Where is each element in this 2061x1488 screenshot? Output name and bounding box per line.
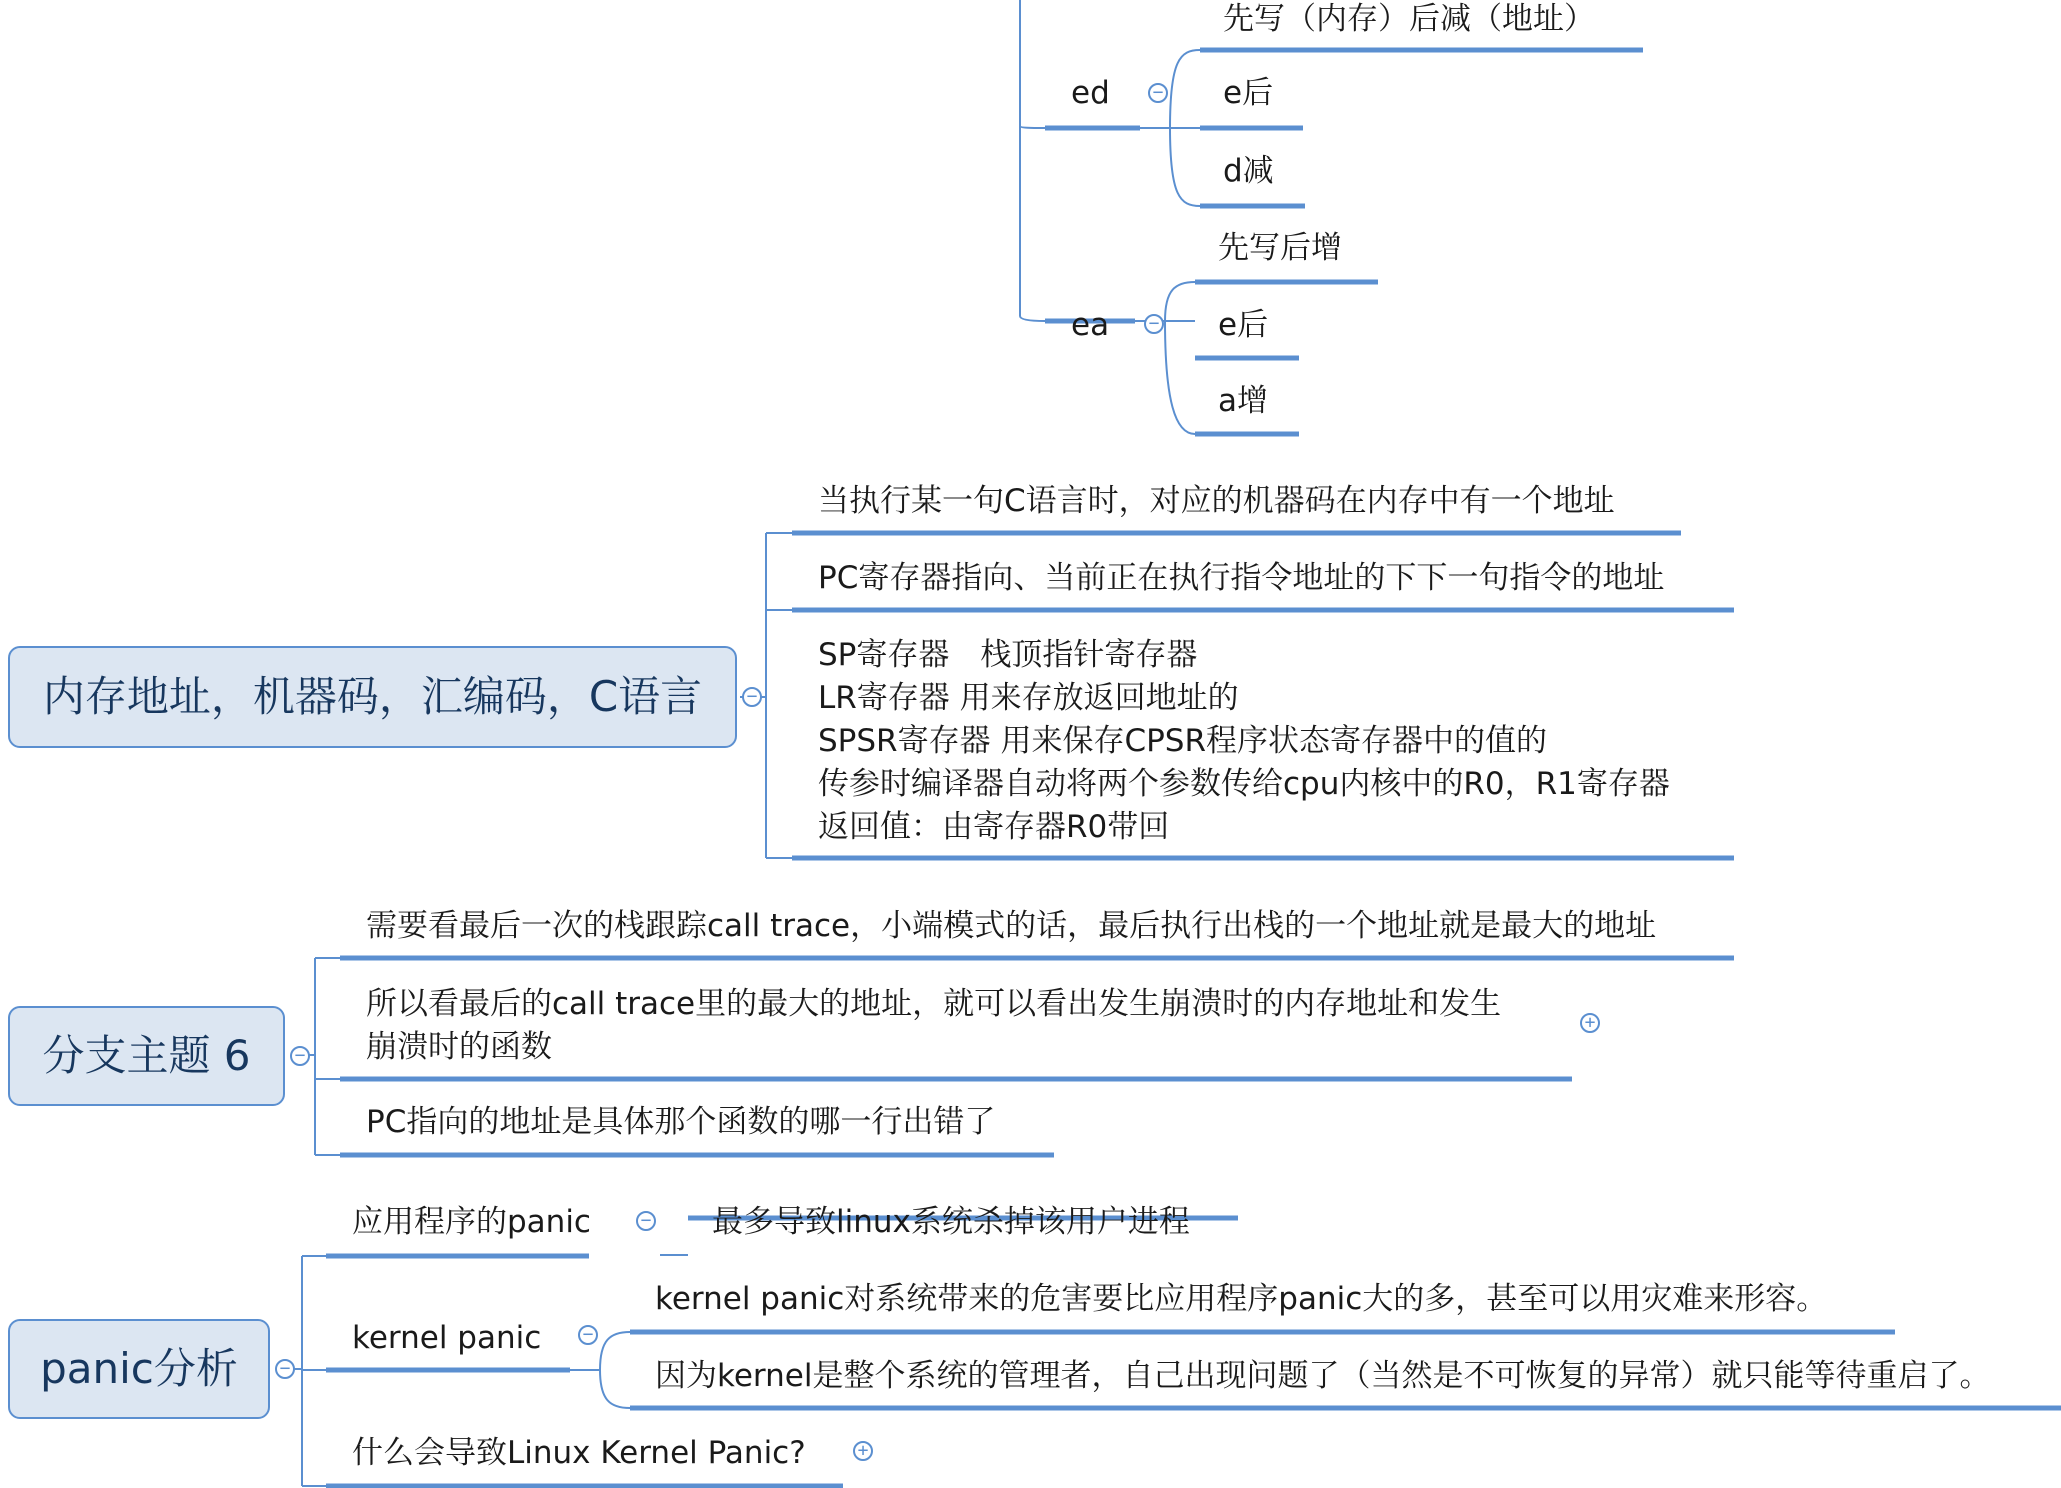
branch6-item-2-line: 崩溃时的函数: [366, 1029, 552, 1065]
topic-panic[interactable]: panic分析: [8, 1319, 270, 1419]
register-line: 返回值：由寄存器R0带回: [818, 809, 1170, 845]
node-ea-child-1[interactable]: 先写后增: [1218, 230, 1342, 266]
app-panic-child[interactable]: 最多导致linux系统杀掉该用户进程: [712, 1204, 1190, 1240]
register-line: 传参时编译器自动将两个参数传给cpu内核中的R0，R1寄存器: [818, 766, 1670, 802]
panic-cause-node[interactable]: 什么会导致Linux Kernel Panic?: [352, 1435, 806, 1471]
kernel-panic-child-1[interactable]: kernel panic对系统带来的危害要比应用程序panic大的多，甚至可以用灾难来形容。: [655, 1281, 1828, 1317]
register-line: SPSR寄存器 用来保存CPSR程序状态寄存器中的值的: [818, 723, 1547, 759]
node-ed-child-1[interactable]: 先写（内存）后减（地址）: [1223, 1, 1595, 37]
topic-branch-6[interactable]: 分支主题 6: [8, 1006, 285, 1106]
branch6-item-1[interactable]: 需要看最后一次的栈跟踪call trace，小端模式的话，最后执行出栈的一个地址就是最大的地址: [366, 908, 1657, 944]
node-ea-child-3[interactable]: a增: [1218, 383, 1268, 419]
collapse-icon[interactable]: −: [1148, 83, 1168, 103]
collapse-icon[interactable]: −: [1144, 314, 1164, 334]
register-line: LR寄存器 用来存放返回地址的: [818, 680, 1239, 716]
branch6-item-2[interactable]: [366, 983, 1501, 1069]
node-ed[interactable]: ed: [1071, 75, 1110, 111]
register-line: SP寄存器 栈顶指针寄存器: [818, 637, 1198, 673]
node-ed-child-2[interactable]: e后: [1223, 75, 1274, 111]
memory-item-1[interactable]: 当执行某一句C语言时，对应的机器码在内存中有一个地址: [818, 483, 1615, 519]
memory-registers-note[interactable]: [818, 634, 1670, 849]
topic-memory[interactable]: 内存地址，机器码，汇编码，C语言: [8, 646, 737, 748]
collapse-icon[interactable]: −: [578, 1325, 598, 1345]
expand-icon[interactable]: +: [853, 1441, 873, 1461]
branch6-item-3[interactable]: PC指向的地址是具体那个函数的哪一行出错了: [366, 1104, 996, 1140]
node-ea-child-2[interactable]: e后: [1218, 307, 1269, 343]
collapse-icon[interactable]: −: [742, 687, 762, 707]
node-ea[interactable]: ea: [1071, 307, 1110, 343]
branch6-item-2-line: 所以看最后的call trace里的最大的地址，就可以看出发生崩溃时的内存地址和发生: [366, 986, 1502, 1022]
kernel-panic-node[interactable]: kernel panic: [352, 1320, 542, 1356]
app-panic-node[interactable]: 应用程序的panic: [352, 1204, 591, 1240]
memory-item-2[interactable]: PC寄存器指向、当前正在执行指令地址的下下一句指令的地址: [818, 560, 1665, 596]
kernel-panic-child-2[interactable]: 因为kernel是整个系统的管理者，自己出现问题了（当然是不可恢复的异常）就只能等待重启了。: [655, 1358, 1991, 1394]
collapse-icon[interactable]: −: [275, 1359, 295, 1379]
node-ed-child-3[interactable]: d减: [1223, 153, 1274, 189]
collapse-icon[interactable]: −: [290, 1046, 310, 1066]
collapse-icon[interactable]: −: [636, 1211, 656, 1231]
expand-icon[interactable]: +: [1580, 1013, 1600, 1033]
